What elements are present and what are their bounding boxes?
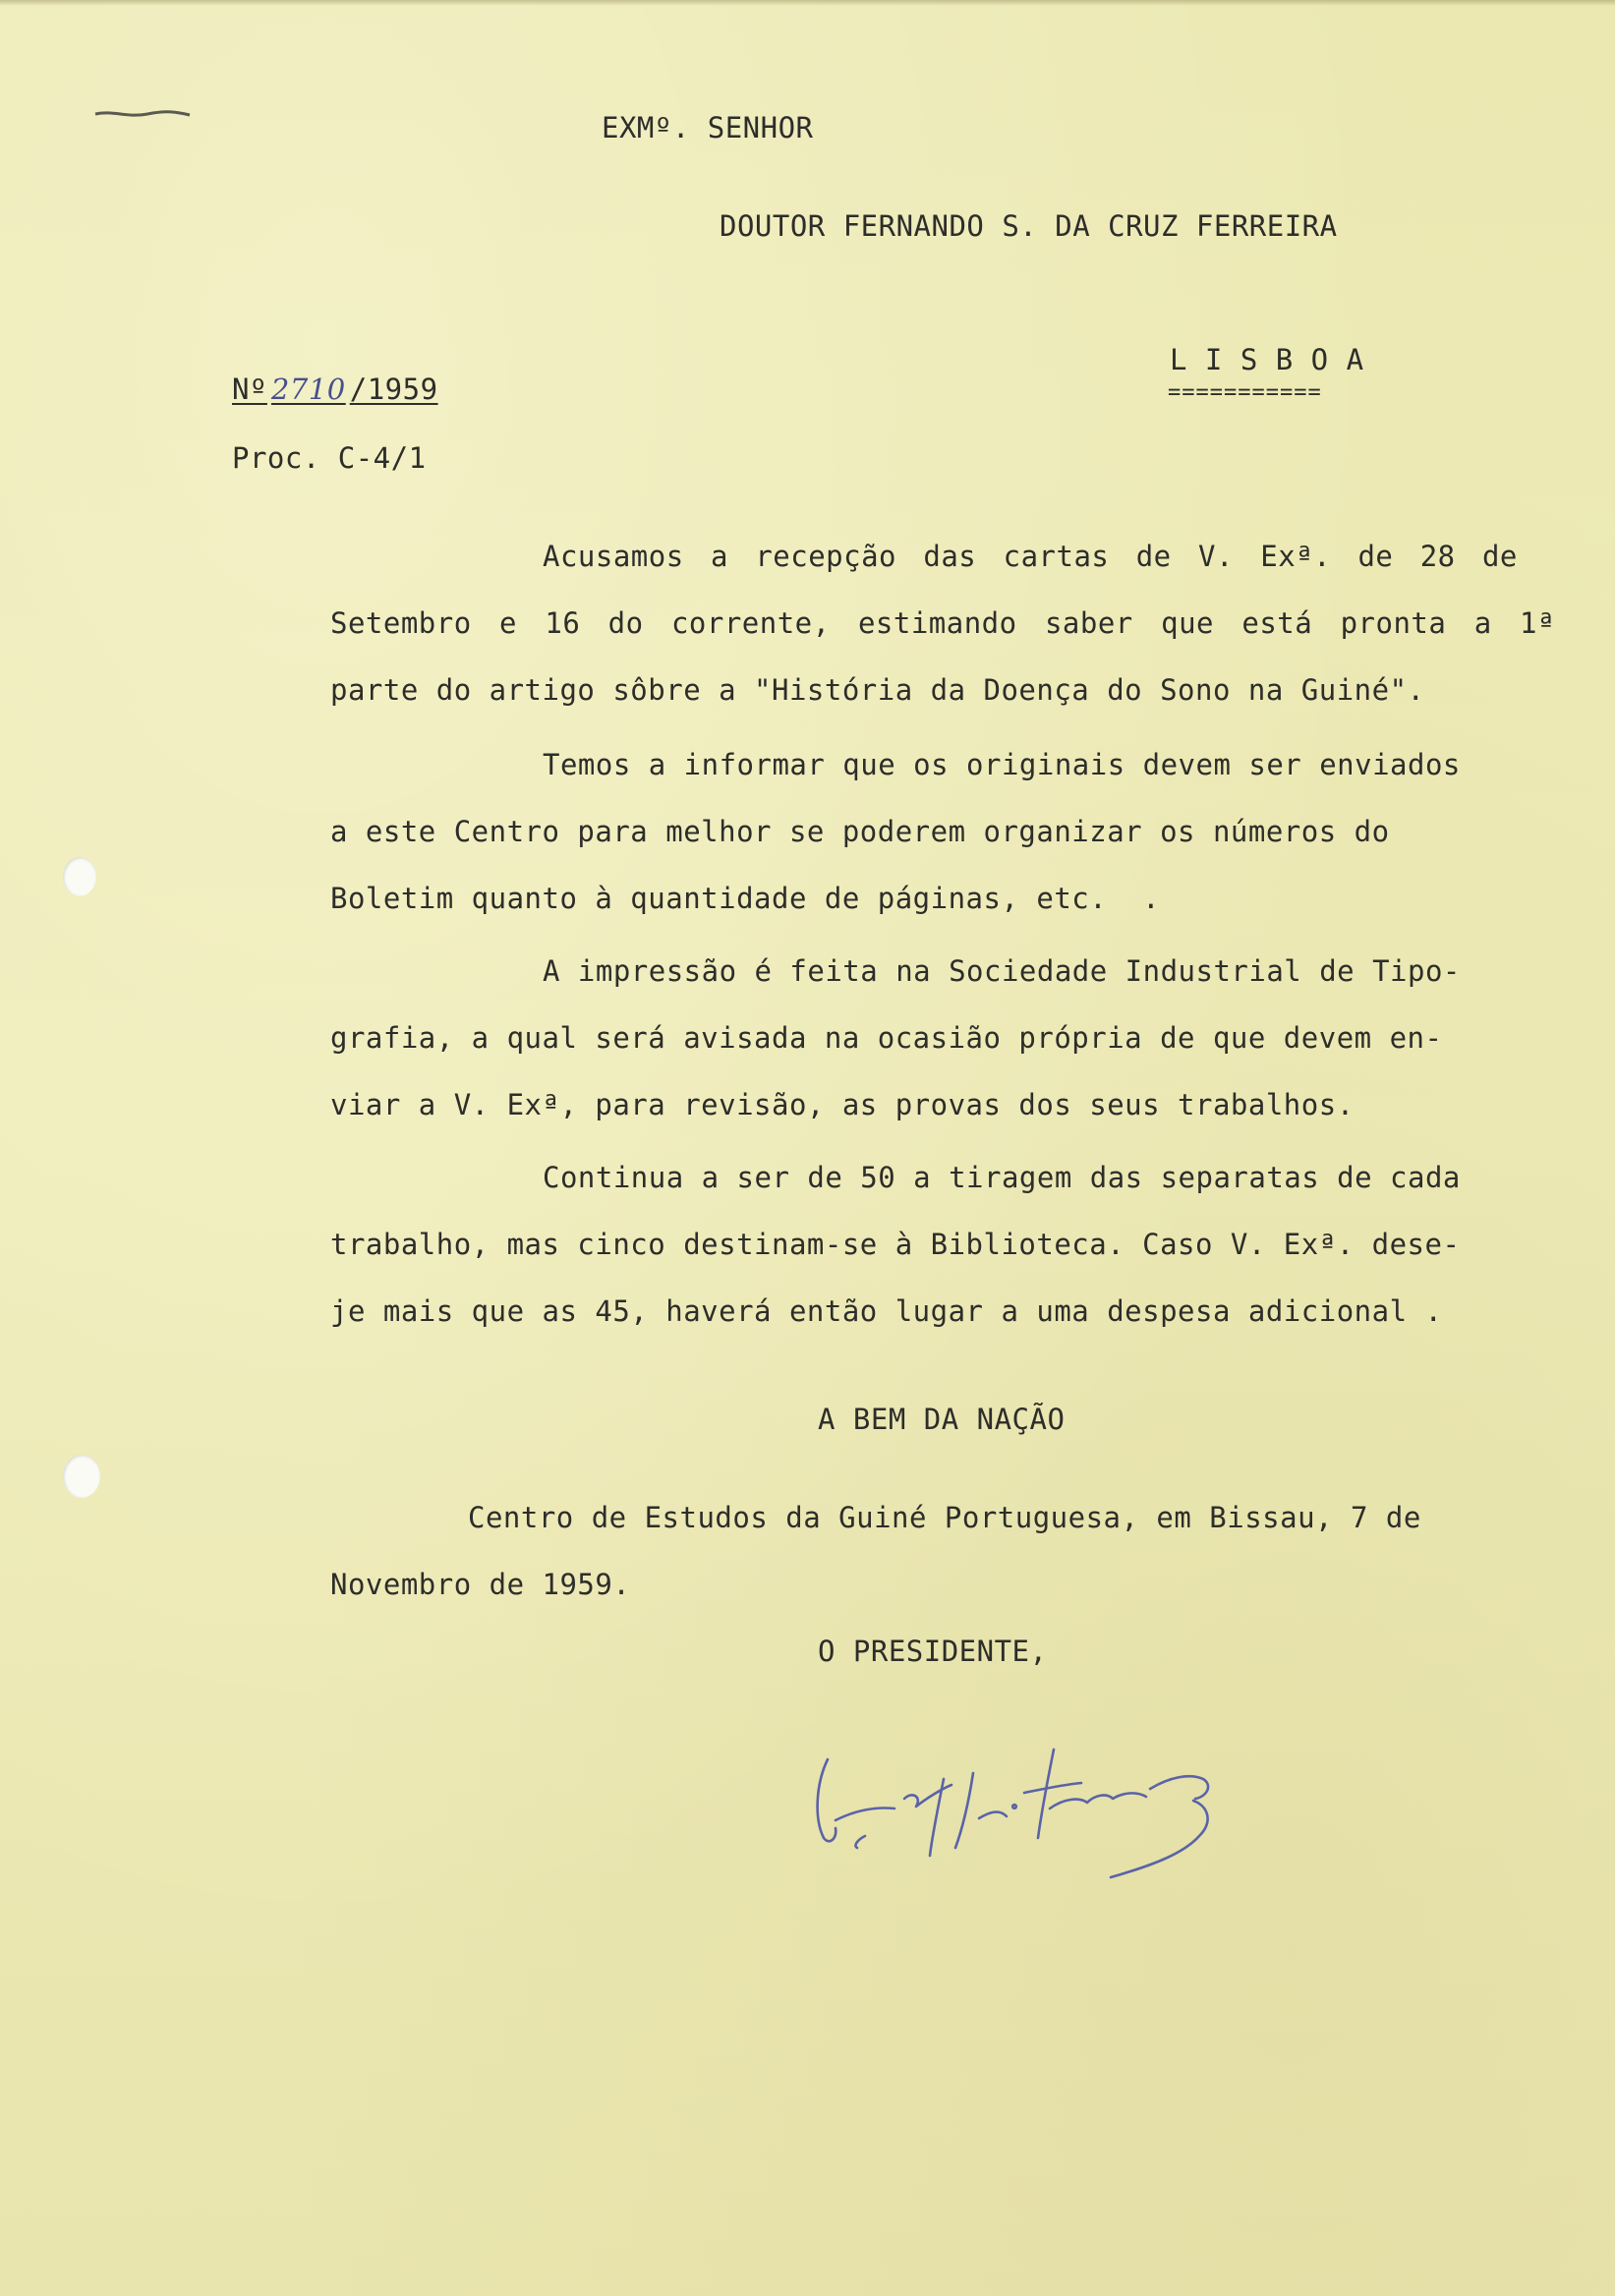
signatory-title: O PRESIDENTE, [818, 1635, 1048, 1668]
punch-hole-upper [63, 857, 96, 896]
word: estimando [857, 606, 1017, 640]
body-line-9: viar a V. Exª, para revisão, as provas dos seus trabalhos. [330, 1088, 1355, 1121]
recipient-city: L I S B O A [1170, 343, 1364, 376]
reference-handwritten-number: 2710 [270, 373, 346, 406]
word: das [923, 540, 977, 573]
place-date-line-2: Novembro de 1959. [330, 1568, 631, 1601]
reference-year: /1959 [349, 373, 438, 406]
body-line-3: parte do artigo sôbre a "História da Doença do Sono na Guiné". [330, 673, 1425, 707]
body-line-10: Continua a ser de 50 a tiragem das separatas de cada [543, 1161, 1461, 1194]
word: 1ª [1520, 606, 1555, 640]
word: saber [1044, 606, 1133, 640]
body-line-6: Boletim quanto à quantidade de páginas, etc. . [330, 882, 1161, 915]
word: de [1357, 540, 1394, 573]
word: de [1481, 540, 1518, 573]
recipient-name: DOUTOR FERNANDO S. DA CRUZ FERREIRA [720, 209, 1338, 243]
body-line-5: a este Centro para melhor se poderem organizar os números do [330, 815, 1390, 848]
body-line-4: Temos a informar que os originais devem ser enviados [543, 748, 1461, 781]
word: que [1161, 606, 1214, 640]
closing-motto: A BEM DA NAÇÃO [818, 1403, 1066, 1436]
body-line-1 [543, 539, 1518, 574]
word: corrente, [670, 606, 831, 640]
body-line-7: A impressão é feita na Sociedade Industrial de Tipo- [543, 954, 1461, 988]
word: a [1473, 606, 1492, 640]
reference-number [232, 372, 438, 407]
pencil-mark-icon [93, 108, 192, 120]
word: de [1135, 540, 1172, 573]
word: a [711, 540, 728, 573]
word: do [607, 606, 644, 640]
body-line-11: trabalho, mas cinco destinam-se à Biblioteca. Caso V. Exª. dese- [330, 1228, 1461, 1261]
process-reference: Proc. C-4/1 [232, 441, 427, 475]
word: Setembro [330, 606, 472, 640]
word: 28 [1419, 540, 1456, 573]
paper-edge [0, 0, 1615, 6]
word: Acusamos [543, 540, 684, 573]
word: recepção [755, 540, 897, 573]
word: 16 [545, 606, 581, 640]
body-line-2 [330, 605, 1555, 641]
word: e [499, 606, 518, 640]
word: Exª. [1260, 540, 1332, 573]
word: está [1241, 606, 1313, 640]
city-underline: =========== [1168, 380, 1322, 405]
salutation: EXMº. SENHOR [602, 111, 814, 144]
reference-prefix: Nº [232, 373, 267, 406]
body-line-8: grafia, a qual será avisada na ocasião própria de que devem en- [330, 1021, 1443, 1055]
body-line-12: je mais que as 45, haverá então lugar a uma despesa adicional . [330, 1294, 1443, 1328]
punch-hole-lower [63, 1455, 100, 1498]
word: pronta [1340, 606, 1447, 640]
place-date-line-1: Centro de Estudos da Guiné Portuguesa, em Bissau, 7 de [468, 1501, 1421, 1534]
handwritten-signature [796, 1691, 1327, 1887]
word: V. [1197, 540, 1234, 573]
word: cartas [1003, 540, 1110, 573]
